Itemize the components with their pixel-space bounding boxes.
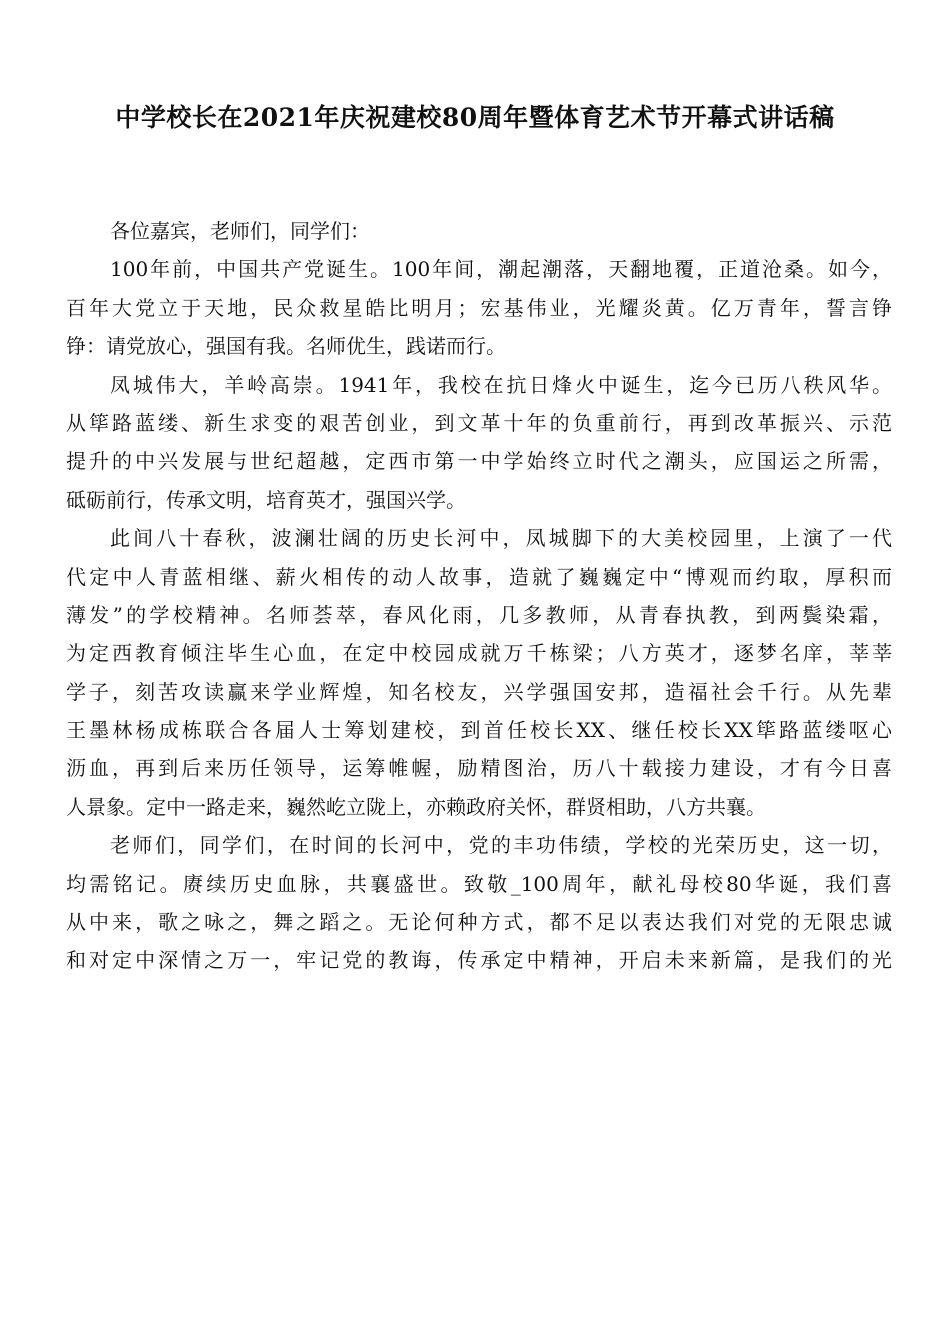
text-line: 砥砺前行，传承文明，培育英才，强国兴学。 [66,487,466,512]
text-line: 从筚路蓝缕、新生求变的艰苦创业，到文革十年的负重前行，再到改革振兴、示范 [66,410,892,435]
text-line: 沥血，再到后来历任领导，运筹帷幄，励精图治，历八十载接力建设，才有今日喜 [66,756,892,781]
text-line: 代定中人青蓝相继、薪火相传的动人故事，造就了巍巍定中“博观而约取，厚积而 [66,564,892,589]
text-line: 100年前，中国共产党诞生。100年间，潮起潮落，天翻地覆，正道沧桑。如今， [110,257,892,282]
text-line: 铮：请党放心，强国有我。名师优生，践诺而行。 [66,334,506,359]
document-title: 中学校长在2021年庆祝建校80周年暨体育艺术节开幕式讲话稿 [115,103,835,132]
text-line: 学子，刻苦攻读赢来学业辉煌，知名校友，兴学强国安邦，造福社会千行。从先辈 [66,679,892,704]
text-line: 提升的中兴发展与世纪超越，定西市第一中学始终立时代之潮头，应国运之所需， [66,449,892,474]
text-line: 此间八十春秋，波澜壮阔的历史长河中，凤城脚下的大美校园里，上演了一代 [110,526,892,551]
paragraph [66,519,892,826]
text-line: 王墨林杨成栋联合各届人士筹划建校，到首任校长XX、继任校长XX筚路蓝缕呕心 [66,718,892,743]
text-line: 和对定中深情之万一，牢记党的教诲，传承定中精神，开启未来新篇，是我们的光 [66,948,892,973]
text-line: 百年大党立于天地，民众救星皓比明月；宏基伟业，光耀炎黄。亿万青年，誓言铮 [66,295,892,320]
document-body [66,212,892,980]
paragraph [66,826,892,980]
text-line: 人景象。定中一路走来，巍然屹立陇上，亦赖政府关怀，群贤相助，八方共襄。 [66,794,766,819]
text-line: 从中来，歌之咏之，舞之蹈之。无论何种方式，都不足以表达我们对党的无限忠诚 [66,910,892,935]
paragraph [66,250,892,365]
text-line: 均需铭记。赓续历史血脉，共襄盛世。致敬_100周年，献礼母校80华诞，我们喜 [66,871,892,896]
text-line: 各位嘉宾，老师们，同学们： [110,219,370,243]
text-line: 凤城伟大，羊岭高崇。1941年，我校在抗日烽火中诞生，迄今已历八秩风华。 [110,372,892,397]
paragraph [66,212,892,250]
text-line: 为定西教育倾注毕生心血，在定中校园成就万千栋梁；八方英才，逐梦名庠，莘莘 [66,641,892,666]
text-line: 薄发”的学校精神。名师荟萃，春风化雨，几多教师，从青春执教，到两鬓染霜， [66,602,892,627]
text-line: 老师们，同学们，在时间的长河中，党的丰功伟绩，学校的光荣历史，这一切， [110,833,892,858]
paragraph [66,366,892,520]
